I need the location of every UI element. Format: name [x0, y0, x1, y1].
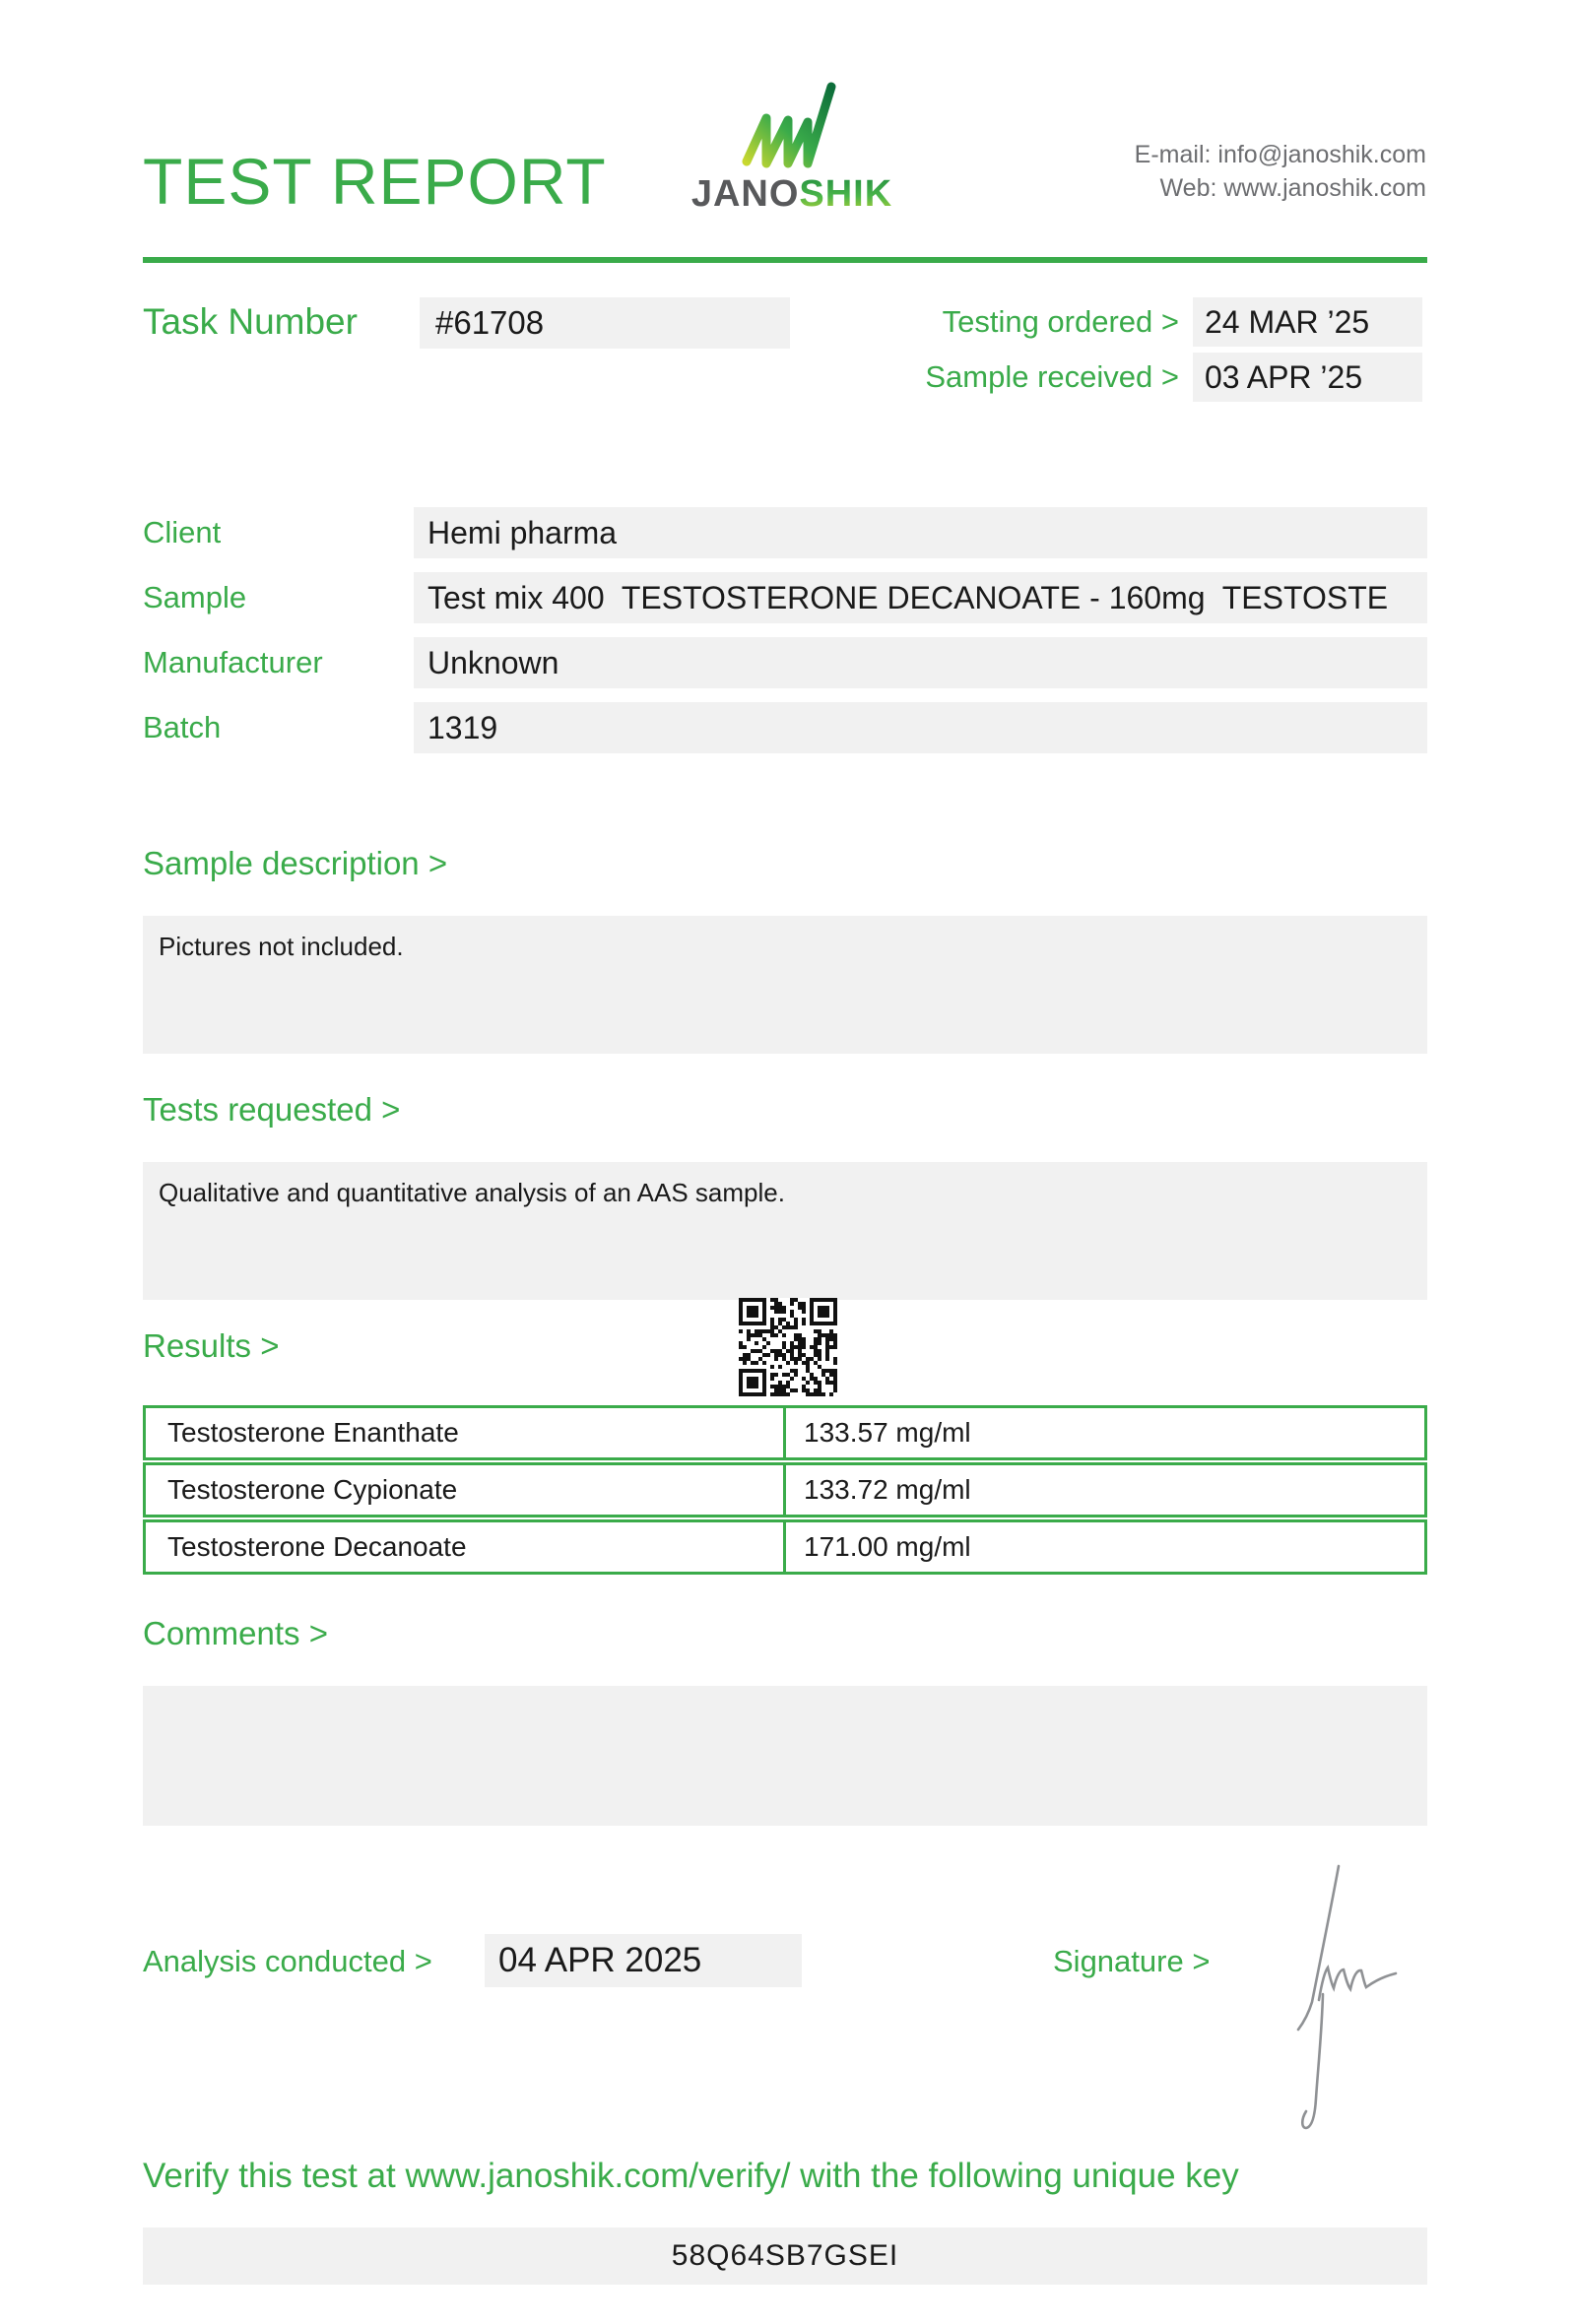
batch-label: Batch: [143, 710, 222, 744]
qr-code: [739, 1298, 837, 1401]
table-row: [143, 1405, 1427, 1460]
testing-ordered-label: Testing ordered >: [942, 304, 1179, 339]
result-cell: 133.72 mg/ml: [804, 1474, 971, 1505]
page-title: TEST REPORT: [143, 145, 607, 218]
growth-chart-icon: [741, 79, 843, 169]
signature-image: [1271, 1844, 1487, 2135]
verify-instruction: Verify this test at www.janoshik.com/verify/ with the following unique key: [143, 2157, 1239, 2195]
comments-box: [143, 1686, 1427, 1826]
sample-value: Test mix 400 TESTOSTERONE DECANOATE - 160mg TESTOSTE: [414, 572, 1427, 623]
logo-word-right: SHIK: [799, 173, 893, 215]
tests-requested-heading: Tests requested >: [143, 1091, 401, 1128]
client-row: [143, 507, 1427, 558]
batch-value: 1319: [414, 702, 1427, 753]
result-cell: 171.00 mg/ml: [804, 1531, 971, 1562]
signature-label: Signature >: [1053, 1944, 1211, 1978]
comments-heading: Comments >: [143, 1615, 328, 1651]
batch-row: [143, 702, 1427, 753]
table-row: [143, 1519, 1427, 1575]
testing-ordered-row: [865, 297, 1422, 347]
contact-info: [1135, 138, 1426, 205]
analyte-cell: Testosterone Enanthate: [146, 1408, 786, 1457]
table-row: [143, 1462, 1427, 1517]
sample-description-box: Pictures not included.: [143, 916, 1427, 1054]
janoshik-logo: [678, 79, 906, 216]
logo-word-left: JANO: [690, 173, 800, 215]
manufacturer-label: Manufacturer: [143, 645, 323, 679]
sample-received-row: [865, 353, 1422, 402]
task-number-label: Task Number: [143, 301, 358, 342]
logo-wordmark: [678, 173, 906, 216]
verify-key: 58Q64SB7GSEI: [143, 2227, 1427, 2285]
sample-received-value: 03 APR ’25: [1193, 353, 1422, 402]
analyte-cell: Testosterone Cypionate: [146, 1465, 786, 1515]
analysis-conducted-label: Analysis conducted >: [143, 1944, 432, 1978]
sample-row: [143, 572, 1427, 623]
header-divider: [143, 257, 1427, 263]
manufacturer-row: [143, 637, 1427, 688]
results-heading: Results >: [143, 1327, 280, 1364]
manufacturer-value: Unknown: [414, 637, 1427, 688]
tests-requested-box: Qualitative and quantitative analysis of an AAS sample.: [143, 1162, 1427, 1300]
client-value: Hemi pharma: [414, 507, 1427, 558]
client-label: Client: [143, 515, 222, 549]
analyte-cell: Testosterone Decanoate: [146, 1522, 786, 1572]
results-table: [143, 1405, 1427, 1577]
analysis-conducted-value: 04 APR 2025: [485, 1934, 802, 1987]
sample-received-label: Sample received >: [925, 359, 1179, 394]
contact-email: E-mail: info@janoshik.com: [1134, 141, 1426, 168]
contact-web: Web: www.janoshik.com: [1159, 174, 1426, 202]
sample-label: Sample: [143, 580, 247, 614]
testing-ordered-value: 24 MAR ’25: [1193, 297, 1422, 347]
sample-description-heading: Sample description >: [143, 845, 448, 881]
result-cell: 133.57 mg/ml: [804, 1417, 971, 1448]
task-number-value: #61708: [420, 297, 790, 349]
